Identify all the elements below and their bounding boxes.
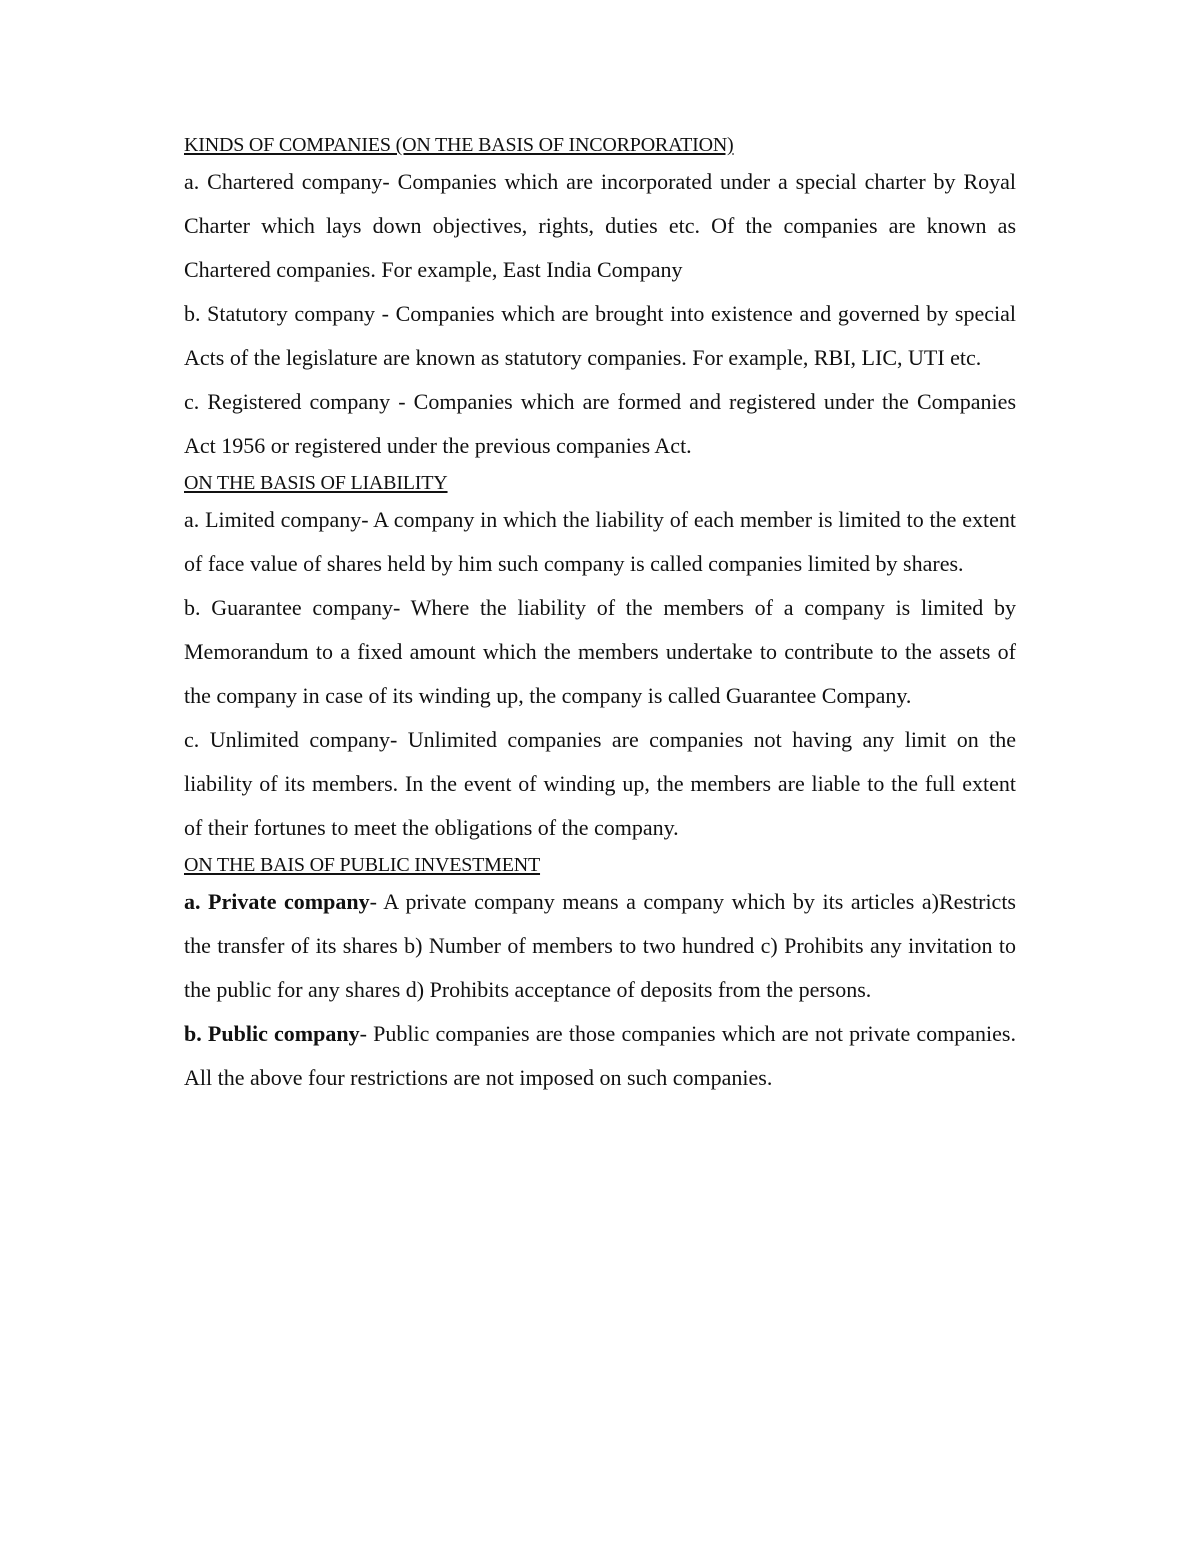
private-company-text: - A private company means a company which by its articles a)Restricts the transfer of its shares b) Number of members to two hundred c) Prohibits any invitation to the public for any shares d) Prohibits acceptance of deposits from the persons. <box>184 889 1016 1002</box>
public-company-label: b. Public company <box>184 1021 360 1046</box>
paragraph-private-company <box>184 880 1016 1012</box>
document-page <box>184 130 1016 1100</box>
section-heading-public-investment: ON THE BAIS OF PUBLIC INVESTMENT <box>184 854 541 876</box>
paragraph-unlimited-company: c. Unlimited company- Unlimited companies are companies not having any limit on the liability of its members. In the event of winding up, the members are liable to the full extent of their fortunes to meet the obligations of the company. <box>184 727 1016 840</box>
section-heading-incorporation: KINDS OF COMPANIES (ON THE BASIS OF INCORPORATION) <box>184 134 734 156</box>
paragraph-chartered-company: a. Chartered company- Companies which are incorporated under a special charter by Royal Charter which lays down objectives, rights, duties etc. Of the companies are known as Chartered companies. For example, East India Company <box>184 169 1016 282</box>
paragraph-registered-company: c. Registered company - Companies which are formed and registered under the Companies Act 1956 or registered under the previous companies Act. <box>184 389 1016 458</box>
private-company-label: a. Private company <box>184 889 370 914</box>
paragraph-guarantee-company: b. Guarantee company- Where the liability of the members of a company is limited by Memorandum to a fixed amount which the members undertake to contribute to the assets of the company in case of its winding up, the company is called Guarantee Company. <box>184 595 1016 708</box>
paragraph-public-company <box>184 1012 1016 1100</box>
paragraph-statutory-company: b. Statutory company - Companies which are brought into existence and governed by special Acts of the legislature are known as statutory companies. For example, RBI, LIC, UTI etc. <box>184 301 1016 370</box>
section-heading-liability: ON THE BASIS OF LIABILITY <box>184 472 448 494</box>
paragraph-limited-company: a. Limited company- A company in which the liability of each member is limited to the extent of face value of shares held by him such company is called companies limited by shares. <box>184 507 1016 576</box>
public-company-text: - Public companies are those companies which are not private companies. All the above four restrictions are not imposed on such companies. <box>184 1021 1016 1090</box>
